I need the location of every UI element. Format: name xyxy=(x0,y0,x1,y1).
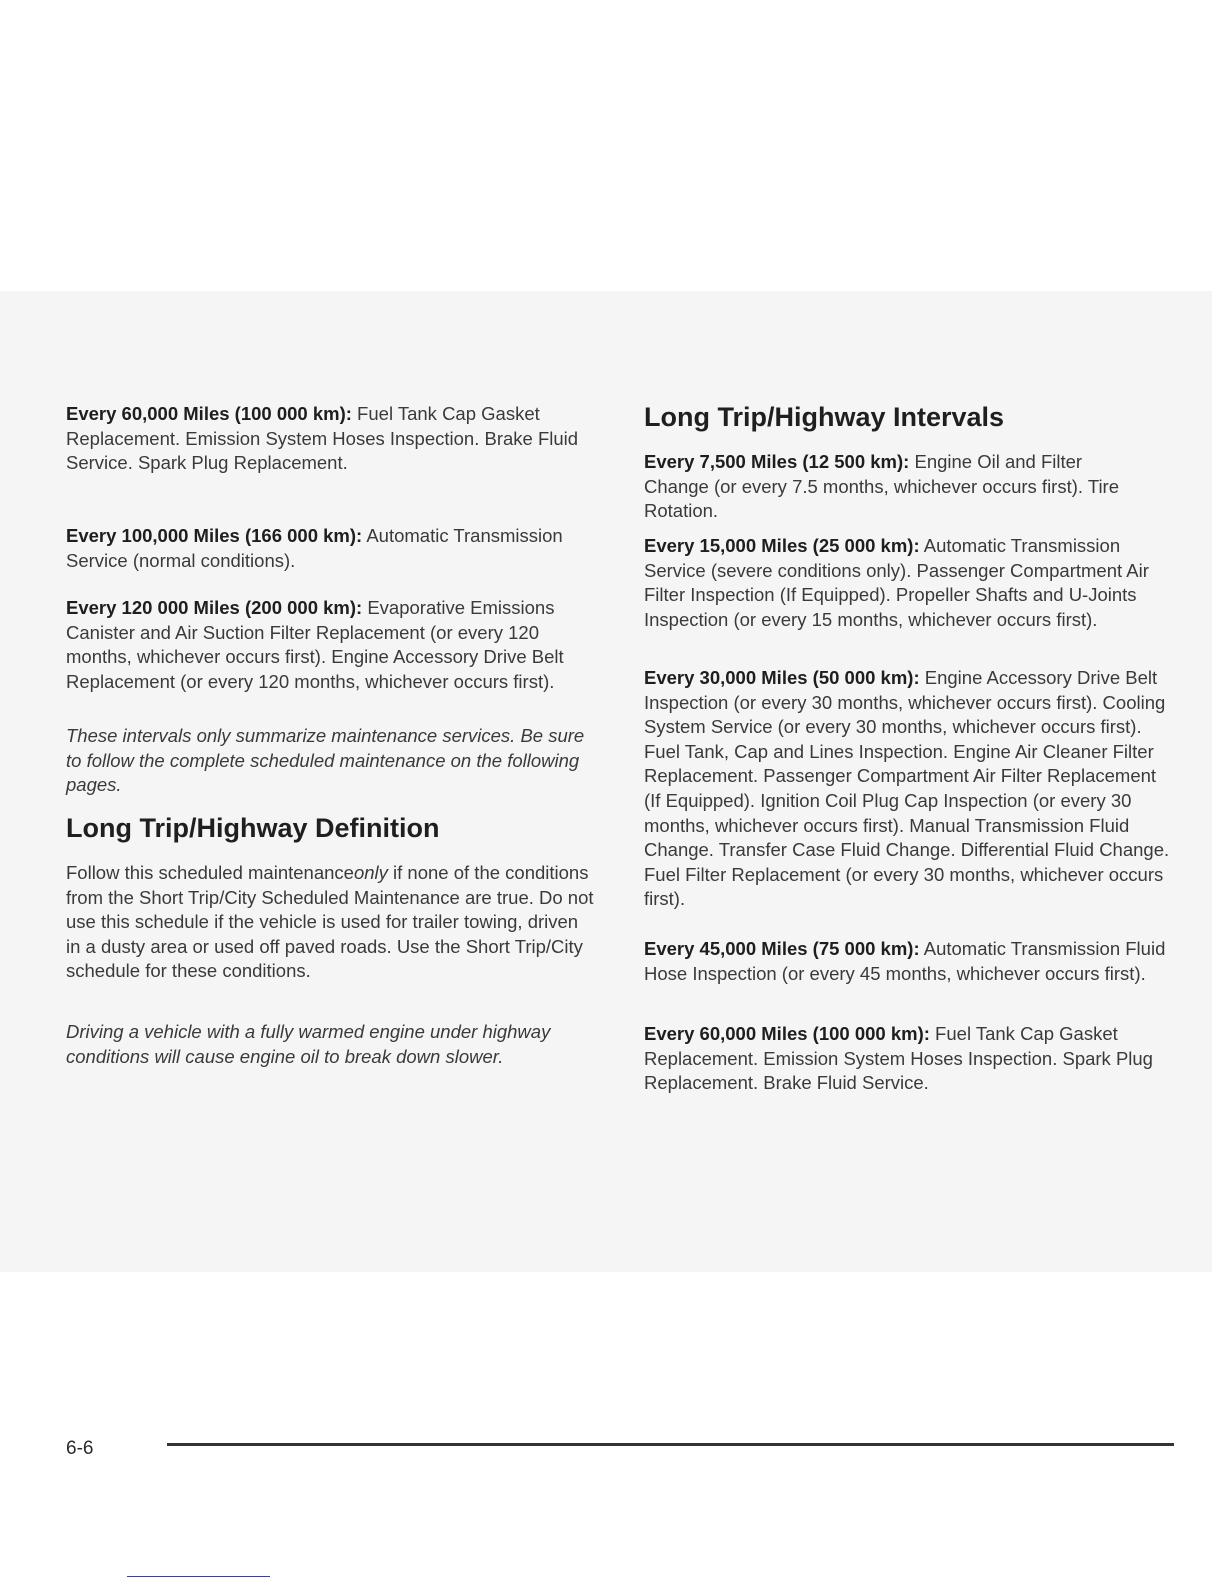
manual-page xyxy=(0,291,1212,1459)
interval-title: Every 30,000 Miles (50 000 km): xyxy=(644,667,920,688)
interval-entry-15000 xyxy=(644,534,1174,632)
interval-services: Evaporative Emissions Canister and Air Suction Filter Replacement (or every 120 months, whichever occurs first). Engine Accessory Drive Belt Replacement (or every 120 months, whichever occurs first). xyxy=(66,597,564,692)
interval-title: Every 60,000 Miles (100 000 km): xyxy=(644,1023,930,1044)
interval-services: Fuel Tank Cap Gasket Replacement. Emission System Hoses Inspection. Spark Plug Replacement. Brake Fluid Service. xyxy=(644,1023,1153,1094)
engine-oil-note: Driving a vehicle with a fully warmed engine under highway conditions will cause engine oil to break down slower. xyxy=(66,1021,551,1067)
interval-entry-60000-highway xyxy=(644,1022,1174,1096)
definition-paragraph xyxy=(66,861,596,984)
interval-entry-30000 xyxy=(644,666,1174,912)
definition-text-after: if none of the conditions from the Short Trip/City Scheduled Maintenance are true. Do not use this schedule if the vehicle is used for trailer towing, driven in a dusty area or used off paved roads. Use the Short Trip/City schedule for these conditions. xyxy=(66,862,594,982)
interval-entry-100000 xyxy=(66,524,596,573)
footer-divider xyxy=(167,1443,1174,1446)
interval-services: Fuel Tank Cap Gasket Replacement. Emission System Hoses Inspection. Brake Fluid Service. Spark Plug Replacement. xyxy=(66,403,579,474)
interval-entry-60000 xyxy=(66,402,596,476)
interval-services: Engine Accessory Drive Belt Inspection (or every 30 months, whichever occurs first). Cooling System Service (or every 30 months, whichever occurs first). Fuel Tank, Cap and Lines Inspection. Engine Air Cleaner Filter Replacement. Passenger Compartment Air Filter Replacement (If Equipped). Ignition Coil Plug Cap Inspection (or every 30 months, whichever occurs first). Manual Transmission Fluid Change. Transfer Case Fluid Change. Differential Fluid Change. Fuel Filter Replacement (or every 30 months, whichever occurs first). xyxy=(644,667,1170,910)
interval-services: Automatic Transmission Fluid Hose Inspection (or every 45 months, whichever occurs first). xyxy=(644,938,1166,984)
summary-note: These intervals only summarize maintenance services. Be sure to follow the complete scheduled maintenance on the following pages. xyxy=(66,725,585,796)
interval-services: Automatic Transmission Service (severe conditions only). Passenger Compartment Air Filter Inspection (If Equipped). Propeller Shafts and U-Joints Inspection (or every 15 months, whichever occurs first). xyxy=(644,535,1149,630)
interval-services: Engine Oil and Filter Change (or every 7.5 months, whichever occurs first). Tire Rotation. xyxy=(644,451,1120,522)
interval-services: Automatic Transmission Service (normal conditions). xyxy=(66,525,563,571)
interval-entry-120000 xyxy=(66,596,596,694)
interval-title: Every 60,000 Miles (100 000 km): xyxy=(66,403,352,424)
interval-entry-7500 xyxy=(644,450,1144,524)
interval-title: Every 120 000 Miles (200 000 km): xyxy=(66,597,363,618)
definition-text-before: Follow this scheduled maintenance xyxy=(66,862,354,883)
interval-title: Every 45,000 Miles (75 000 km): xyxy=(644,938,920,959)
interval-title: Every 15,000 Miles (25 000 km): xyxy=(644,535,920,556)
definition-text-emphasis: only xyxy=(353,862,388,883)
intervals-heading: Long Trip/Highway Intervals xyxy=(644,402,1005,432)
interval-title: Every 7,500 Miles (12 500 km): xyxy=(644,451,910,472)
link-underline xyxy=(127,1576,270,1577)
interval-entry-45000 xyxy=(644,937,1174,986)
definition-heading: Long Trip/Highway Definition xyxy=(66,813,440,843)
interval-title: Every 100,000 Miles (166 000 km): xyxy=(66,525,363,546)
page-number: 6-6 xyxy=(66,1438,94,1459)
